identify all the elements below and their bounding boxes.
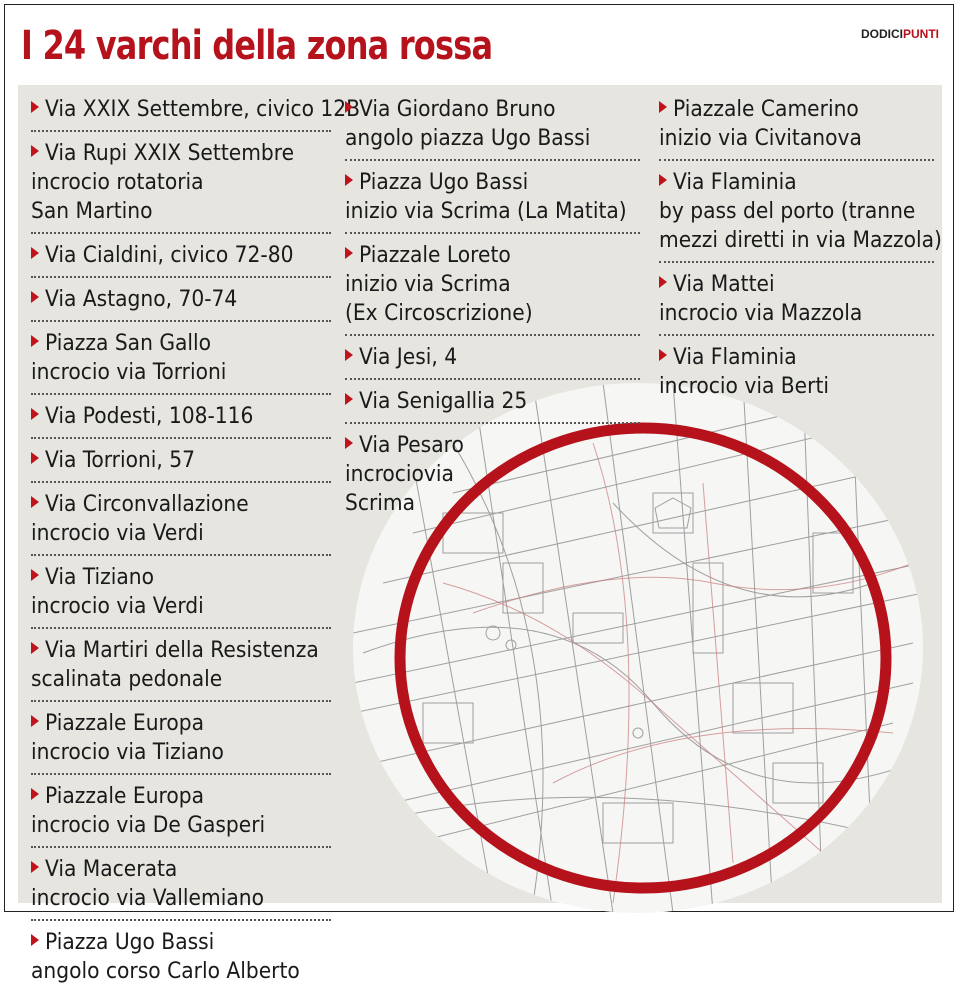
checkpoint-text: by pass del porto (tranne <box>659 198 916 224</box>
checkpoint-item <box>345 234 640 336</box>
checkpoint-line <box>31 197 331 226</box>
checkpoint-line <box>31 563 331 592</box>
checkpoint-line <box>345 197 640 226</box>
checkpoint-text: Via Jesi, 4 <box>359 344 458 370</box>
checkpoint-line <box>31 139 331 168</box>
checkpoint-text: Piazza Ugo Bassi <box>45 929 215 955</box>
checkpoint-item <box>31 775 331 848</box>
checkpoint-item <box>31 848 331 921</box>
bullet-triangle-icon <box>31 101 39 113</box>
bullet-triangle-icon <box>31 788 39 800</box>
checkpoint-text: Scrima <box>345 490 416 516</box>
checkpoint-text: Via Astagno, 70-74 <box>45 286 238 312</box>
checkpoint-item <box>659 263 934 336</box>
checkpoint-line <box>31 519 331 548</box>
checkpoint-item <box>31 88 361 132</box>
checkpoint-item <box>345 88 640 161</box>
checkpoint-text: angolo piazza Ugo Bassi <box>345 125 591 151</box>
checkpoint-line <box>31 884 331 913</box>
checkpoint-line <box>31 402 331 431</box>
checkpoint-text: scalinata pedonale <box>31 666 223 692</box>
checkpoint-line <box>31 738 331 767</box>
checkpoint-text: incrociovia <box>345 461 454 487</box>
checkpoint-item <box>31 234 331 278</box>
bullet-triangle-icon <box>345 349 353 361</box>
checkpoint-line <box>659 343 934 372</box>
checkpoint-line <box>31 241 331 270</box>
checkpoint-item <box>345 336 640 380</box>
checkpoint-item <box>31 702 331 775</box>
checkpoint-text: Via Pesaro <box>359 432 464 458</box>
checkpoint-item <box>659 336 934 407</box>
checkpoint-text: Via Flaminia <box>673 169 797 195</box>
bullet-triangle-icon <box>31 335 39 347</box>
checkpoint-text: Piazzale Loreto <box>359 242 511 268</box>
bullet-triangle-icon <box>31 861 39 873</box>
list-column-1 <box>31 88 361 992</box>
checkpoint-text: Piazza San Gallo <box>45 330 212 356</box>
checkpoint-line <box>31 636 331 665</box>
checkpoint-text: (Ex Circoscrizione) <box>345 300 533 326</box>
checkpoint-text: incrocio via Tiziano <box>31 739 224 765</box>
checkpoint-text: incrocio via Berti <box>659 373 830 399</box>
checkpoint-text: inizio via Scrima <box>345 271 511 297</box>
checkpoint-line <box>345 270 640 299</box>
checkpoint-text: Via Circonvallazione <box>45 491 249 517</box>
bullet-triangle-icon <box>31 408 39 420</box>
checkpoint-line <box>31 592 331 621</box>
brand-part-1: DODICI <box>861 27 903 41</box>
bullet-triangle-icon <box>345 247 353 259</box>
checkpoint-item <box>31 278 331 322</box>
checkpoint-text: incrocio rotatoria <box>31 169 204 195</box>
checkpoint-text: Piazza Ugo Bassi <box>359 169 529 195</box>
checkpoint-text: Via Rupi XXIX Settembre <box>45 140 295 166</box>
checkpoint-text: Via Cialdini, civico 72-80 <box>45 242 294 268</box>
checkpoint-line <box>31 446 331 475</box>
checkpoint-text: Via Tiziano <box>45 564 154 590</box>
checkpoint-item <box>31 556 331 629</box>
checkpoint-text: Via Torrioni, 57 <box>45 447 196 473</box>
checkpoint-text: Via Macerata <box>45 856 178 882</box>
checkpoint-item <box>345 161 640 234</box>
checkpoint-text: Via Podesti, 108-116 <box>45 403 254 429</box>
brand-part-2: PUNTI <box>903 27 939 41</box>
checkpoint-text: Via Flaminia <box>673 344 797 370</box>
bullet-triangle-icon <box>659 276 667 288</box>
checkpoint-line <box>345 168 640 197</box>
checkpoint-line <box>31 95 361 124</box>
checkpoint-line <box>31 329 331 358</box>
checkpoint-line <box>31 168 331 197</box>
checkpoint-line <box>659 197 934 226</box>
checkpoint-text: inizio via Scrima (La Matita) <box>345 198 627 224</box>
checkpoint-text: inizio via Civitanova <box>659 125 862 151</box>
checkpoint-item <box>31 322 331 395</box>
bullet-triangle-icon <box>31 642 39 654</box>
checkpoint-line <box>31 782 331 811</box>
checkpoint-item <box>31 483 331 556</box>
checkpoint-line <box>31 358 331 387</box>
checkpoint-text: Via Giordano Bruno <box>359 96 556 122</box>
checkpoint-line <box>659 124 934 153</box>
checkpoint-line <box>659 299 934 328</box>
bullet-triangle-icon <box>345 174 353 186</box>
checkpoint-text: incrocio via De Gasperi <box>31 812 266 838</box>
bullet-triangle-icon <box>31 569 39 581</box>
checkpoint-text: Piazzale Europa <box>45 783 204 809</box>
list-column-3 <box>659 88 942 407</box>
checkpoint-line <box>31 285 331 314</box>
bullet-triangle-icon <box>31 934 39 946</box>
bullet-triangle-icon <box>31 715 39 727</box>
checkpoint-line <box>345 489 640 518</box>
checkpoint-line <box>659 168 934 197</box>
checkpoint-line <box>345 95 640 124</box>
checkpoint-line <box>31 957 331 986</box>
bullet-triangle-icon <box>345 437 353 449</box>
checkpoint-item <box>31 132 331 234</box>
checkpoint-item <box>31 395 331 439</box>
checkpoint-item <box>345 380 640 424</box>
checkpoint-line <box>659 372 934 401</box>
bullet-triangle-icon <box>31 496 39 508</box>
checkpoint-text: angolo corso Carlo Alberto <box>31 958 300 984</box>
bullet-triangle-icon <box>31 291 39 303</box>
checkpoint-item <box>659 88 934 161</box>
checkpoint-text: incrocio via Torrioni <box>31 359 227 385</box>
checkpoint-line <box>659 226 942 255</box>
checkpoint-line <box>31 709 331 738</box>
checkpoint-text: Piazzale Camerino <box>673 96 859 122</box>
brand-logo <box>861 27 939 41</box>
bullet-triangle-icon <box>31 145 39 157</box>
checkpoint-item <box>31 921 331 992</box>
checkpoint-line <box>659 270 934 299</box>
checkpoint-text: mezzi diretti in via Mazzola) <box>659 227 942 253</box>
bullet-triangle-icon <box>345 393 353 405</box>
checkpoint-text: incrocio via Vallemiano <box>31 885 264 911</box>
checkpoint-line <box>345 387 640 416</box>
bullet-triangle-icon <box>659 101 667 113</box>
checkpoint-line <box>31 928 331 957</box>
checkpoint-item <box>659 161 942 263</box>
checkpoint-text: Piazzale Europa <box>45 710 204 736</box>
bullet-triangle-icon <box>659 174 667 186</box>
checkpoint-line <box>31 811 331 840</box>
checkpoint-line <box>345 343 640 372</box>
bullet-triangle-icon <box>345 101 353 113</box>
checkpoint-text: Via Mattei <box>673 271 775 297</box>
checkpoint-text: incrocio via Verdi <box>31 520 204 546</box>
bullet-triangle-icon <box>659 349 667 361</box>
checkpoint-text: Via Martiri della Resistenza <box>45 637 319 663</box>
checkpoint-line <box>345 431 640 460</box>
list-column-2 <box>345 88 640 524</box>
checkpoint-item <box>345 424 640 524</box>
checkpoint-line <box>659 95 934 124</box>
page-title: I 24 varchi della zona rossa <box>21 23 493 69</box>
bullet-triangle-icon <box>31 247 39 259</box>
checkpoint-line <box>31 490 331 519</box>
checkpoint-line <box>31 665 331 694</box>
checkpoint-text: San Martino <box>31 198 153 224</box>
checkpoint-item <box>31 629 331 702</box>
checkpoint-text: incrocio via Verdi <box>31 593 204 619</box>
checkpoint-line <box>31 855 331 884</box>
checkpoint-text: incrocio via Mazzola <box>659 300 863 326</box>
checkpoint-line <box>345 299 640 328</box>
bullet-triangle-icon <box>31 452 39 464</box>
checkpoint-text: Via Senigallia 25 <box>359 388 528 414</box>
checkpoint-line <box>345 241 640 270</box>
checkpoint-text: Via XXIX Settembre, civico 12B <box>45 96 361 122</box>
checkpoint-item <box>31 439 331 483</box>
checkpoint-line <box>345 460 640 489</box>
checkpoint-line <box>345 124 640 153</box>
